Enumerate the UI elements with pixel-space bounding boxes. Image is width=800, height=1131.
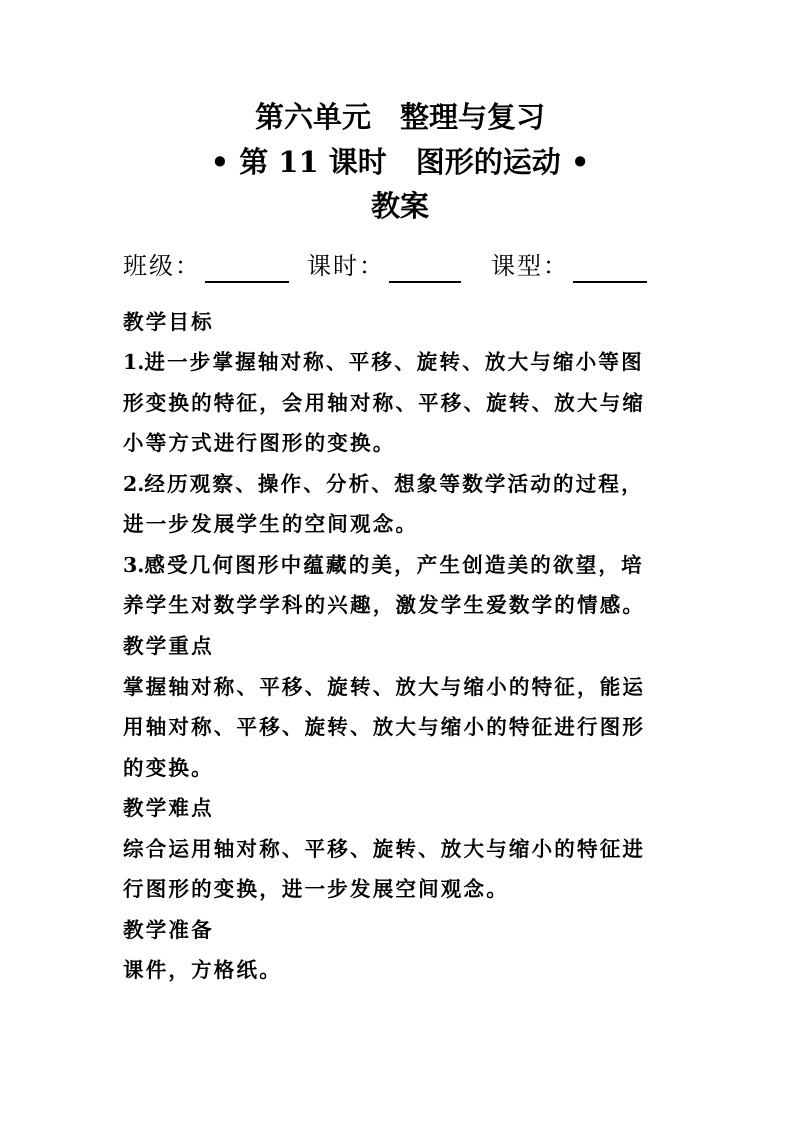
difficulties-line-1: 综合运用轴对称、平移、旋转、放大与缩小的特征进 <box>123 837 646 861</box>
objective-2-line-1 <box>123 464 644 505</box>
preparation-line-1: 课件，方格纸。 <box>123 958 282 982</box>
lesson-title: • 第 11 课时 图形的运动 • <box>210 145 590 179</box>
keypoints-heading: 教学重点 <box>123 634 214 658</box>
objective-1-line-3: 小等方式进行图形的变换。 <box>123 431 396 455</box>
objective-3-line-1 <box>123 545 644 586</box>
class-field <box>123 249 307 283</box>
objective-1-text: 进一步掌握轴对称、平移、旋转、放大与缩小等图 <box>144 350 644 374</box>
objective-3-line-2: 养学生对数学学科的兴趣，激发学生爱数学的情感。 <box>123 593 646 617</box>
objectives-heading: 教学目标 <box>123 310 214 334</box>
keypoints-line-3: 的变换。 <box>123 756 214 780</box>
period-blank[interactable] <box>389 251 461 283</box>
period-field <box>307 249 491 283</box>
objective-1-number: 1. <box>123 350 145 374</box>
type-blank[interactable] <box>573 251 647 283</box>
objective-3-number: 3. <box>123 553 145 577</box>
difficulties-line-2: 行图形的变换，进一步发展空间观念。 <box>123 877 509 901</box>
objective-1-line-2: 形变换的特征，会用轴对称、平移、旋转、放大与缩 <box>123 391 646 415</box>
objective-2-line-2: 进一步发展学生的空间观念。 <box>123 512 419 536</box>
objective-1-line-1 <box>123 342 644 383</box>
difficulties-heading: 教学难点 <box>123 796 214 820</box>
unit-title: 第六单元 整理与复习 <box>254 100 545 134</box>
class-blank[interactable] <box>205 251 289 283</box>
objective-3-text: 感受几何图形中蕴藏的美，产生创造美的欲望，培 <box>144 553 644 577</box>
keypoints-line-2: 用轴对称、平移、旋转、放大与缩小的特征进行图形 <box>123 715 646 739</box>
meta-fields <box>123 243 647 283</box>
period-label: 课时： <box>307 252 385 280</box>
keypoints-line-1: 掌握轴对称、平移、旋转、放大与缩小的特征，能运 <box>123 675 646 699</box>
preparation-heading: 教学准备 <box>123 918 214 942</box>
type-label: 课型： <box>491 252 569 280</box>
objective-2-number: 2. <box>123 472 145 496</box>
objective-2-text: 经历观察、操作、分析、想象等数学活动的过程， <box>144 472 644 496</box>
type-field <box>491 249 647 283</box>
document-type-title: 教案 <box>370 189 429 223</box>
class-label: 班级： <box>123 252 201 280</box>
